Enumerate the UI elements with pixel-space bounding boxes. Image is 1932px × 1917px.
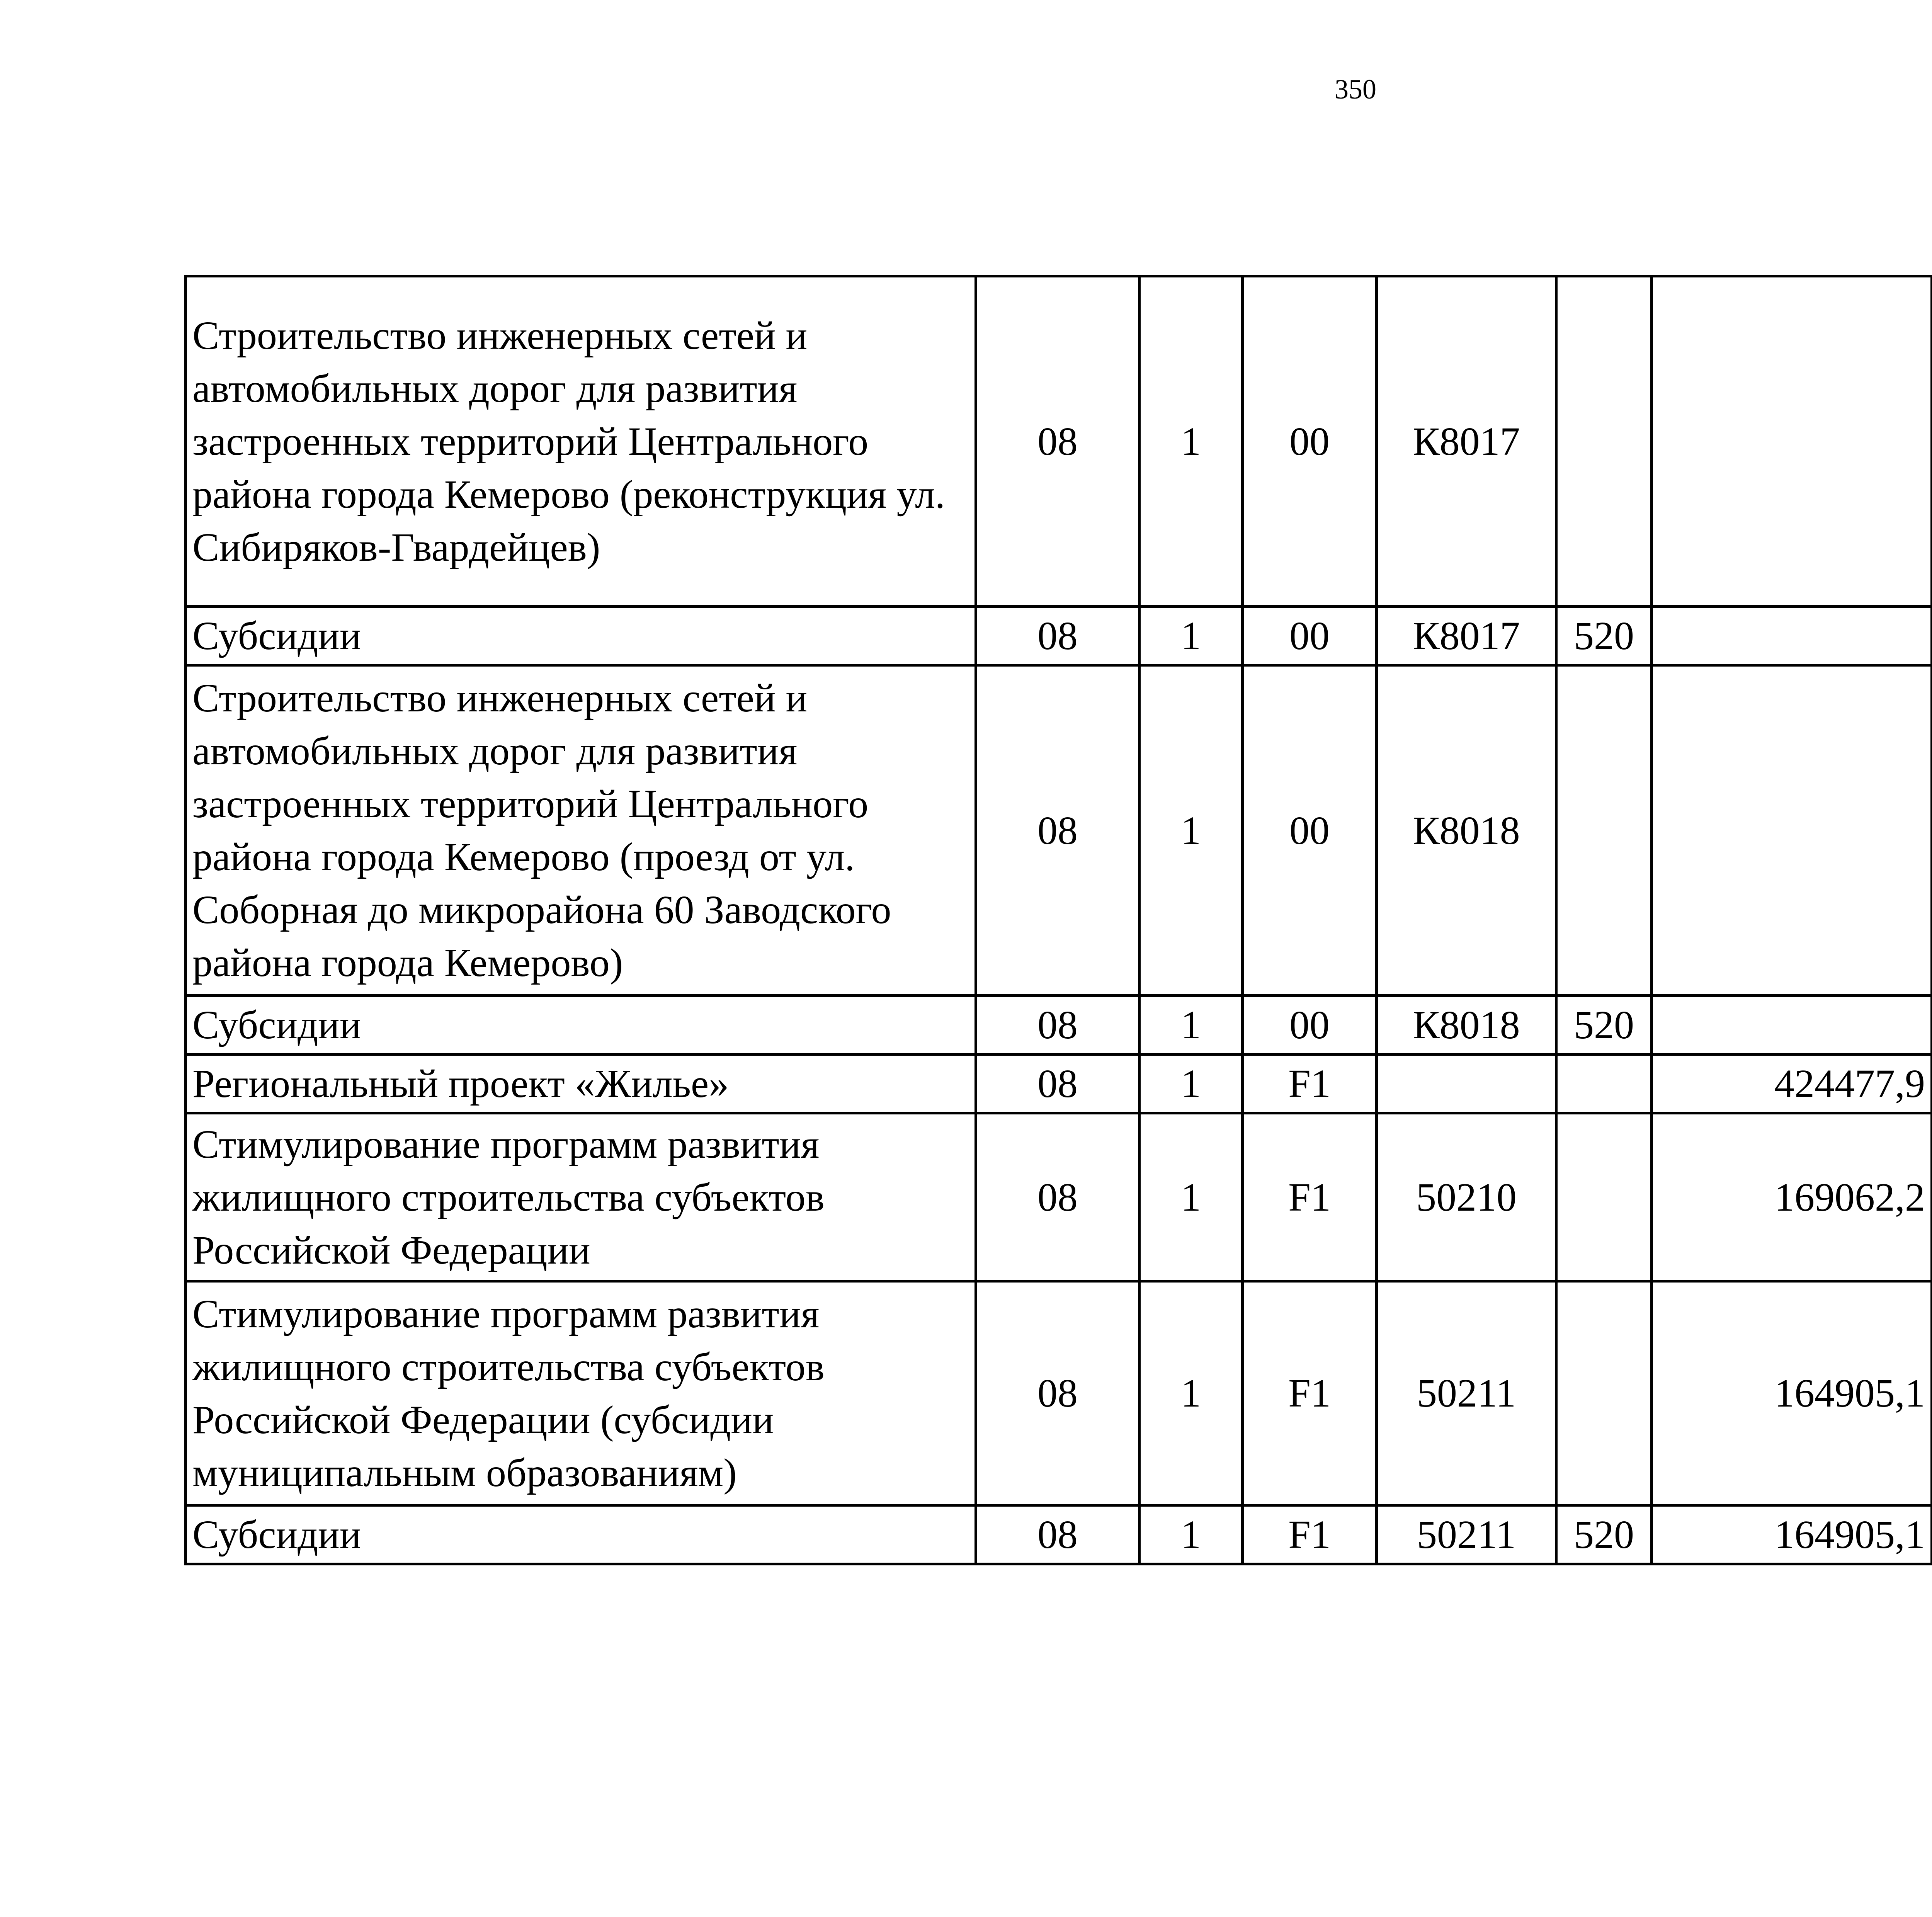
table-row [186,665,1932,996]
program-code-cell: 08 [976,276,1139,607]
expense-type-cell [1556,1281,1652,1505]
budget-table [184,275,1932,1565]
subprogram-code-cell: 1 [1139,1055,1243,1113]
table-row [186,276,1932,607]
expense-direction-cell: 50211 [1377,1505,1556,1564]
amount-cell-col1 [1652,996,1932,1055]
expense-type-cell [1556,1113,1652,1281]
project-code-cell: F1 [1243,1113,1377,1281]
subprogram-code-cell: 1 [1139,1113,1243,1281]
project-code-cell: F1 [1243,1281,1377,1505]
expense-type-cell [1556,1055,1652,1113]
row-name-cell: Стимулирование программ развития жилищного строительства субъектов Российской Федерации [186,1113,976,1281]
expense-direction-cell: 50210 [1377,1113,1556,1281]
expense-type-cell: 520 [1556,996,1652,1055]
subprogram-code-cell: 1 [1139,1281,1243,1505]
row-name-cell: Стимулирование программ развития жилищного строительства субъектов Российской Федерации (субсидии муниципальным образованиям) [186,1281,976,1505]
program-code-cell: 08 [976,665,1139,996]
row-name-cell: Субсидии [186,1505,976,1564]
subprogram-code-cell: 1 [1139,1505,1243,1564]
expense-direction-cell: К8017 [1377,607,1556,665]
expense-direction-cell: К8018 [1377,996,1556,1055]
project-code-cell: 00 [1243,996,1377,1055]
table-row [186,1113,1932,1281]
amount-cell-col1 [1652,665,1932,996]
table-row [186,1281,1932,1505]
page-number: 350 [1335,74,1376,105]
project-code-cell: F1 [1243,1505,1377,1564]
row-name-cell: Региональный проект «Жилье» [186,1055,976,1113]
row-name-cell: Строительство инженерных сетей и автомобильных дорог для развития застроенных территорий Центрального района города Кемерово (проезд от ул. Соборная до микрорайона 60 Заводского района города Кемерово) [186,665,976,996]
project-code-cell: 00 [1243,276,1377,607]
table-row [186,1055,1932,1113]
amount-cell-col1: 164905,1 [1652,1505,1932,1564]
subprogram-code-cell: 1 [1139,665,1243,996]
subprogram-code-cell: 1 [1139,996,1243,1055]
program-code-cell: 08 [976,1281,1139,1505]
expense-direction-cell [1377,1055,1556,1113]
expense-type-cell: 520 [1556,1505,1652,1564]
amount-cell-col1: 424477,9 [1652,1055,1932,1113]
table-row [186,996,1932,1055]
amount-cell-col1: 169062,2 [1652,1113,1932,1281]
program-code-cell: 08 [976,1505,1139,1564]
program-code-cell: 08 [976,1055,1139,1113]
budget-table-body [186,276,1932,1564]
expense-type-cell: 520 [1556,607,1652,665]
project-code-cell: F1 [1243,1055,1377,1113]
program-code-cell: 08 [976,607,1139,665]
expense-type-cell [1556,276,1652,607]
subprogram-code-cell: 1 [1139,607,1243,665]
project-code-cell: 00 [1243,607,1377,665]
amount-cell-col1: 164905,1 [1652,1281,1932,1505]
amount-cell-col1 [1652,276,1932,607]
project-code-cell: 00 [1243,665,1377,996]
program-code-cell: 08 [976,996,1139,1055]
subprogram-code-cell: 1 [1139,276,1243,607]
row-name-cell: Субсидии [186,607,976,665]
expense-direction-cell: К8017 [1377,276,1556,607]
expense-type-cell [1556,665,1652,996]
amount-cell-col1 [1652,607,1932,665]
table-row [186,607,1932,665]
row-name-cell: Субсидии [186,996,976,1055]
table-row [186,1505,1932,1564]
row-name-cell: Строительство инженерных сетей и автомобильных дорог для развития застроенных территорий Центрального района города Кемерово (реконструкция ул. Сибиряков-Гвардейцев) [186,276,976,607]
program-code-cell: 08 [976,1113,1139,1281]
expense-direction-cell: К8018 [1377,665,1556,996]
expense-direction-cell: 50211 [1377,1281,1556,1505]
